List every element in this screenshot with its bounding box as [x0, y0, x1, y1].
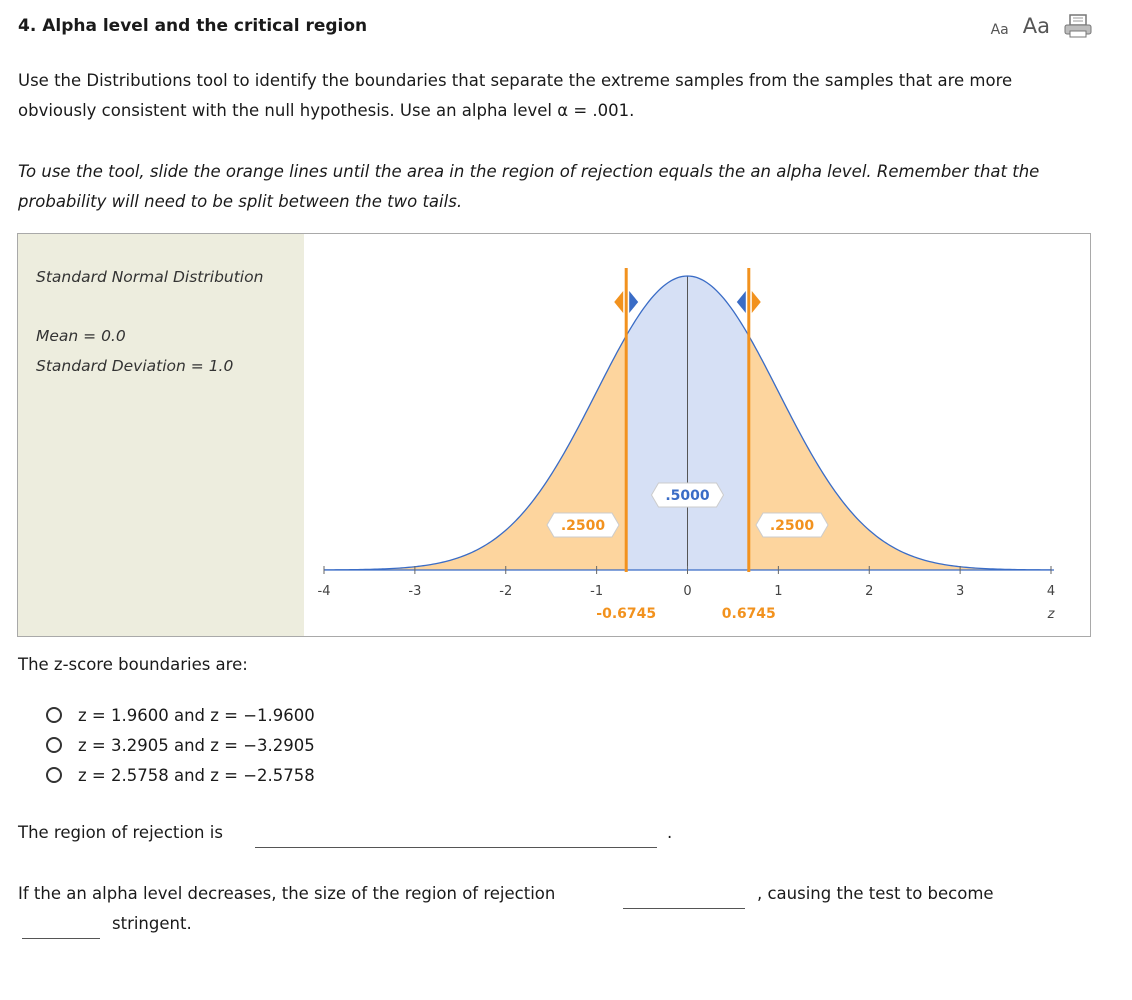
toolbar	[991, 14, 1092, 38]
option-label: z = 2.5758 and z = −2.5758	[78, 765, 315, 785]
size-dropdown[interactable]	[623, 888, 745, 909]
svg-text:.2500: .2500	[560, 518, 606, 534]
sd-label: Standard Deviation = 1.0	[36, 357, 234, 375]
x-tick-label: 0	[683, 584, 692, 599]
distribution-info-panel	[18, 234, 304, 636]
stringency-dropdown[interactable]	[22, 918, 100, 939]
drag-arrow-left[interactable]	[737, 291, 746, 313]
option-2[interactable]	[46, 730, 315, 760]
alpha-suffix: stringent.	[112, 914, 192, 933]
mean-label: Mean = 0.0	[36, 327, 126, 345]
alpha-prefix: If the an alpha level decreases, the size of the region of rejection	[18, 884, 556, 903]
drag-arrow-right[interactable]	[752, 291, 761, 313]
option-1[interactable]	[46, 700, 315, 730]
drag-arrow-right[interactable]	[629, 291, 638, 313]
left-tail-label	[547, 513, 619, 537]
font-decrease-button[interactable]: Aa	[990, 22, 1009, 38]
right-boundary-value: 0.6745	[721, 606, 776, 622]
x-axis-label: z	[1047, 607, 1055, 622]
x-tick-label: -2	[499, 584, 513, 599]
distribution-tool	[17, 233, 1091, 637]
option-label: z = 3.2905 and z = −3.2905	[78, 735, 315, 755]
radio-button[interactable]	[46, 767, 62, 783]
svg-text:.5000: .5000	[665, 488, 710, 504]
x-tick-label: -3	[408, 584, 422, 599]
x-tick-label: -4	[317, 584, 331, 599]
instruction-paragraph: Use the Distributions tool to identify the boundaries that separate the extreme samples from the samples that are more obviously consistent with the null hypothesis. Use an alpha level α = .001.	[18, 71, 1013, 120]
option-label: z = 1.9600 and z = −1.9600	[78, 705, 315, 725]
page-title: 4. Alpha level and the critical region	[18, 16, 368, 36]
svg-text:.2500: .2500	[769, 518, 815, 534]
option-3[interactable]	[46, 760, 315, 790]
left-boundary-value: -0.6745	[596, 606, 657, 622]
radio-button[interactable]	[46, 707, 62, 723]
x-axis-ticks	[318, 566, 1056, 599]
drag-arrow-left[interactable]	[614, 291, 623, 313]
x-tick-label: 1	[774, 584, 783, 599]
normal-distribution-chart	[304, 234, 1090, 636]
center-area-label	[652, 483, 724, 507]
printer-icon[interactable]	[1064, 14, 1092, 38]
x-tick-label: 2	[865, 584, 874, 599]
radio-button[interactable]	[46, 737, 62, 753]
distribution-name: Standard Normal Distribution	[36, 268, 264, 286]
alpha-middle: , causing the test to become	[757, 884, 994, 903]
region-dropdown[interactable]	[255, 827, 657, 848]
region-prefix: The region of rejection is	[18, 823, 223, 842]
right-tail-label	[756, 513, 828, 537]
question-prompt: The z-score boundaries are:	[18, 655, 248, 674]
tool-instruction-paragraph: To use the tool, slide the orange lines until the area in the region of rejection equals the an alpha level. Remember that the probability will need to be split between the two tails.	[18, 162, 1040, 211]
x-tick-label: -1	[590, 584, 604, 599]
x-tick-label: 3	[955, 584, 965, 599]
region-suffix: .	[667, 823, 673, 842]
answer-options	[46, 700, 315, 790]
x-tick-label: 4	[1046, 584, 1056, 599]
font-increase-button[interactable]: Aa	[1022, 14, 1050, 38]
